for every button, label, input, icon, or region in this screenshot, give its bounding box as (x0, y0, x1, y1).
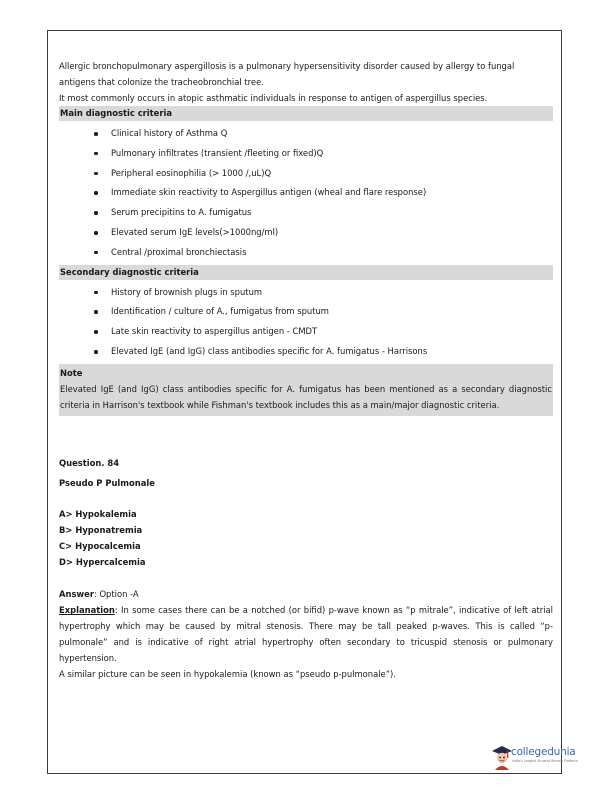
logo-text: collegedunia (511, 746, 576, 758)
list-item: Pulmonary infiltrates (transient /fleeting or fixed)Q (94, 144, 553, 164)
bullet-icon (94, 132, 98, 136)
note-heading: Note (60, 367, 83, 378)
option-b: B> Hyponatremia (59, 525, 143, 536)
graduate-mascot-icon (491, 745, 513, 771)
question-block (59, 455, 553, 682)
option-d: D> Hypercalcemia (59, 557, 146, 568)
bullet-icon (94, 152, 98, 156)
closing-line: A similar picture can be seen in hypokalemia (known as “pseudo p-pulmonale”). (59, 669, 396, 680)
intro-line-2: It most commonly occurs in atopic asthmatic individuals in response to antigen of aspergillus species. (59, 93, 488, 103)
bullet-icon (94, 330, 98, 334)
logo-tagline: India's Largest Student Review Platform (512, 759, 578, 763)
bullet-icon (94, 251, 98, 255)
intro-line-1: Allergic bronchopulmonary aspergillosis is a pulmonary hypersensitivity disorder caused by allergy to fungal antigens that colonize the tracheobronchial tree. (59, 61, 515, 87)
answer-label: Answer (59, 589, 94, 600)
list-item: Peripheral eosinophilia (> 1000 /,uL)Q (94, 164, 553, 184)
explanation-text: : In some cases there can be a notched (or bifid) p-wave known as “p mitrale”, indicative of left atrial hypertrophy which may be caused by mitral stenosis. There may be tall peaked p-waves. This is called “p-pulmonale” and is indicative of right atrial hypertrophy often secondary to tricuspid stenosis or pulmonary hypertension. (59, 605, 553, 664)
secondary-criteria-heading: Secondary diagnostic criteria (59, 265, 553, 280)
collegedunia-logo (491, 745, 586, 771)
secondary-criteria-list (59, 283, 553, 362)
bullet-icon (94, 172, 98, 176)
bullet-icon (94, 211, 98, 215)
explanation (59, 602, 553, 666)
list-item: Immediate skin reactivity to Aspergillus antigen (wheal and flare response) (94, 183, 553, 203)
list-item: Identification / culture of A., fumigatus from sputum (94, 302, 553, 322)
bullet-icon (94, 350, 98, 354)
bullet-icon (94, 191, 98, 195)
note-text: Elevated IgE (and IgG) class antibodies specific for A. fumigatus has been mentioned as a secondary diagnostic criteria in Harrison's textbook while Fishman's textbook includes this as a main/major diagnostic criteria. (60, 383, 552, 410)
answer-line (59, 586, 553, 602)
page-content (59, 58, 553, 682)
main-criteria-list (59, 124, 553, 263)
list-item: History of brownish plugs in sputum (94, 283, 553, 303)
list-item: Elevated IgE (and IgG) class antibodies specific for A. fumigatus - Harrisons (94, 342, 553, 362)
list-item: Elevated serum IgE levels(>1000ng/ml) (94, 223, 553, 243)
main-criteria-heading: Main diagnostic criteria (59, 106, 553, 121)
bullet-icon (94, 291, 98, 295)
answer-value: : Option -A (93, 589, 139, 600)
explanation-label: Explanation (59, 605, 115, 616)
option-c: C> Hypocalcemia (59, 541, 141, 552)
intro-paragraph (59, 58, 553, 106)
list-item: Late skin reactivity to aspergillus antigen - CMDT (94, 322, 553, 342)
note-box (59, 364, 553, 417)
list-item: Serum precipitins to A. fumigatus (94, 203, 553, 223)
answer-options (59, 506, 553, 570)
list-item: Central /proximal bronchiectasis (94, 243, 553, 263)
question-number: Question. 84 (59, 458, 120, 469)
list-item: Clinical history of Asthma Q (94, 124, 553, 144)
option-a: A> Hypokalemia (59, 509, 137, 520)
question-title: Pseudo P Pulmonale (59, 478, 155, 489)
bullet-icon (94, 310, 98, 314)
bullet-icon (94, 231, 98, 235)
